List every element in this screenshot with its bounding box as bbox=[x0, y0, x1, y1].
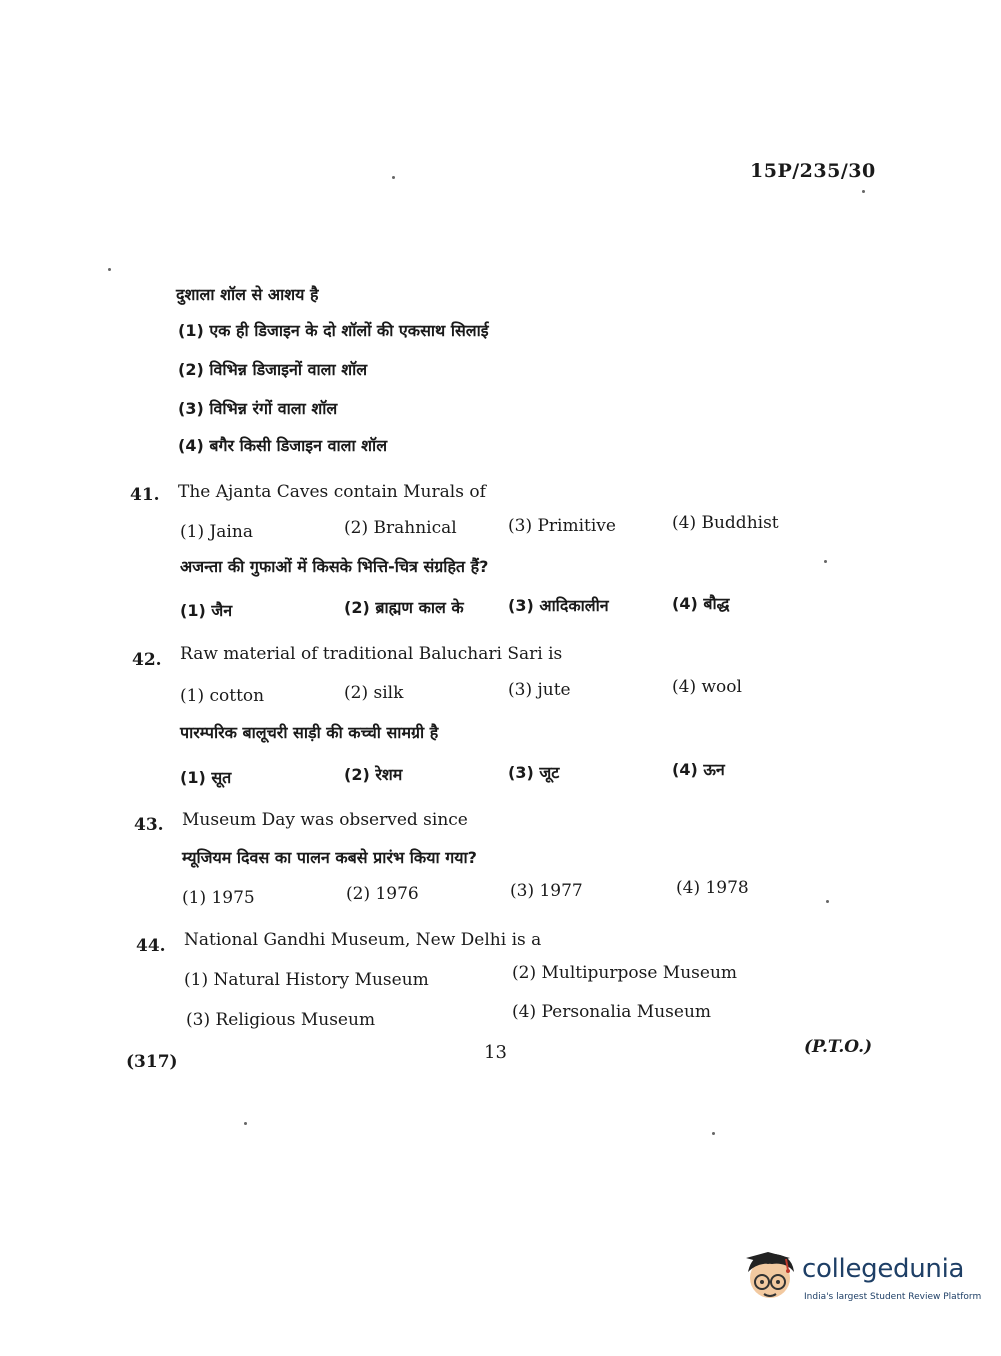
footer-booklet-code: (317) bbox=[126, 1052, 178, 1072]
q43-option-1: (1) 1975 bbox=[182, 888, 255, 908]
q40-option-1-hindi: (1) एक ही डिजाइन के दो शॉलों की एकसाथ सिलाई bbox=[178, 321, 489, 340]
q42-option-4-hindi: (4) ऊन bbox=[672, 760, 725, 779]
q42-option-2: (2) silk bbox=[344, 683, 404, 703]
q41-option-4-hindi: (4) बौद्ध bbox=[672, 594, 730, 613]
scan-speck bbox=[108, 268, 111, 271]
q41-option-3: (3) Primitive bbox=[508, 516, 616, 536]
q41-option-4: (4) Buddhist bbox=[672, 513, 779, 533]
q43-option-2: (2) 1976 bbox=[346, 884, 419, 904]
q42-option-4: (4) wool bbox=[672, 677, 742, 697]
q41-option-2: (2) Brahnical bbox=[344, 518, 457, 538]
scan-speck bbox=[244, 1122, 247, 1125]
q44-number: 44. bbox=[136, 936, 166, 956]
q43-option-4: (4) 1978 bbox=[676, 878, 749, 898]
q40-option-3-hindi: (3) विभिन्न रंगों वाला शॉल bbox=[178, 399, 338, 418]
page-number: 13 bbox=[484, 1042, 507, 1063]
q41-option-1: (1) Jaina bbox=[180, 522, 253, 542]
q42-number: 42. bbox=[132, 650, 162, 670]
q44-option-2: (2) Multipurpose Museum bbox=[512, 963, 738, 983]
q41-stem-english: The Ajanta Caves contain Murals of bbox=[178, 482, 486, 502]
q44-option-4: (4) Personalia Museum bbox=[512, 1002, 712, 1022]
pto-note: (P.T.O.) bbox=[804, 1037, 873, 1057]
scan-speck bbox=[392, 176, 395, 179]
q42-option-3: (3) jute bbox=[508, 680, 571, 700]
scan-speck bbox=[862, 190, 865, 193]
q44-stem-english: National Gandhi Museum, New Delhi is a bbox=[184, 930, 542, 950]
q42-option-1-hindi: (1) सूत bbox=[180, 768, 232, 787]
scan-speck bbox=[712, 1132, 715, 1135]
scan-speck bbox=[824, 560, 827, 563]
q42-option-1: (1) cotton bbox=[180, 686, 265, 706]
brand-name: collegedunia bbox=[802, 1254, 965, 1284]
brand-tagline: India's largest Student Review Platform bbox=[804, 1292, 982, 1302]
q41-stem-hindi: अजन्ता की गुफाओं में किसके भित्ति-चित्र संग्रहित हैं? bbox=[180, 557, 489, 576]
q42-option-3-hindi: (3) जूट bbox=[508, 763, 560, 782]
q40-stem-hindi: दुशाला शॉल से आशय है bbox=[176, 285, 319, 304]
q42-option-2-hindi: (2) रेशम bbox=[344, 765, 403, 784]
q43-stem-hindi: म्यूजियम दिवस का पालन कबसे प्रारंभ किया गया? bbox=[182, 848, 477, 867]
q40-option-4-hindi: (4) बगैर किसी डिजाइन वाला शॉल bbox=[178, 436, 388, 455]
q43-option-3: (3) 1977 bbox=[510, 881, 583, 901]
paper-code: 15P/235/30 bbox=[750, 160, 876, 182]
q41-option-1-hindi: (1) जैन bbox=[180, 601, 233, 620]
q44-option-1: (1) Natural History Museum bbox=[184, 970, 429, 990]
scan-speck bbox=[826, 900, 829, 903]
q43-stem-english: Museum Day was observed since bbox=[182, 810, 468, 830]
collegedunia-watermark bbox=[742, 1248, 982, 1314]
q41-option-2-hindi: (2) ब्राह्मण काल के bbox=[344, 598, 464, 617]
q41-number: 41. bbox=[130, 485, 160, 505]
q42-stem-hindi: पारम्परिक बालूचरी साड़ी की कच्ची सामग्री है bbox=[180, 723, 439, 742]
q42-stem-english: Raw material of traditional Baluchari Sari is bbox=[180, 644, 563, 664]
mascot-icon bbox=[742, 1248, 800, 1310]
q44-option-3: (3) Religious Museum bbox=[186, 1010, 376, 1030]
q43-number: 43. bbox=[134, 815, 164, 835]
q41-option-3-hindi: (3) आदिकालीन bbox=[508, 596, 609, 615]
q40-option-2-hindi: (2) विभिन्न डिजाइनों वाला शॉल bbox=[178, 360, 368, 379]
